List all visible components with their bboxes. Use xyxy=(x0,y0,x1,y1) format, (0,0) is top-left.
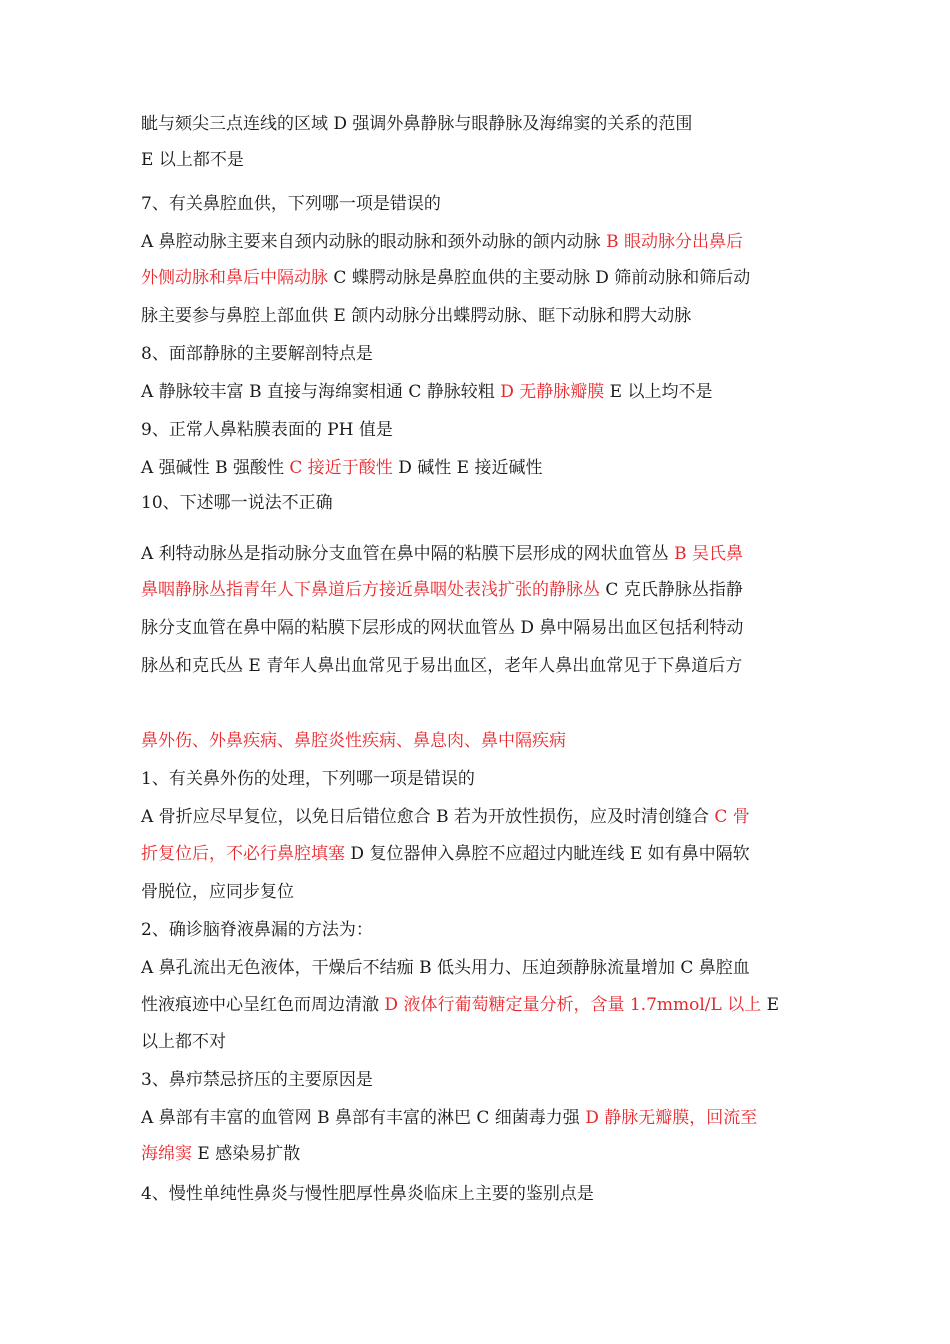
text-line xyxy=(141,1106,831,1130)
text-segment: 1、有关鼻外伤的处理，下列哪一项是错误的 xyxy=(141,769,475,789)
text-segment: E 以上都不是 xyxy=(141,150,244,170)
text-line xyxy=(141,342,831,366)
answer-highlight: D 无静脉瓣膜 xyxy=(500,382,605,402)
text-segment: 3、鼻疖禁忌挤压的主要原因是 xyxy=(141,1070,373,1090)
text-line xyxy=(141,654,831,678)
text-line xyxy=(141,418,831,442)
text-segment: C 克氏静脉丛指静 xyxy=(600,580,743,600)
text-segment: 10、下述哪一说法不正确 xyxy=(141,493,333,513)
text-line xyxy=(141,578,831,602)
text-line xyxy=(141,767,831,791)
text-line xyxy=(141,956,831,980)
answer-highlight: 折复位后，不必行鼻腔填塞 xyxy=(141,844,345,864)
text-segment: D 复位器伸入鼻腔不应超过内眦连线 E 如有鼻中隔软 xyxy=(345,844,750,864)
text-line xyxy=(141,192,831,216)
text-line xyxy=(141,456,831,480)
answer-highlight: 外侧动脉和鼻后中隔动脉 xyxy=(141,268,328,288)
text-line xyxy=(141,993,831,1017)
text-segment: C 蝶腭动脉是鼻腔血供的主要动脉 D 筛前动脉和筛后动 xyxy=(328,268,751,288)
text-segment: 脉主要参与鼻腔上部血供 E 颌内动脉分出蝶腭动脉、眶下动脉和腭大动脉 xyxy=(141,306,692,326)
text-line xyxy=(141,616,831,640)
text-line xyxy=(141,542,831,566)
text-segment: D 碱性 E 接近碱性 xyxy=(392,458,543,478)
text-segment: 7、有关鼻腔血供，下列哪一项是错误的 xyxy=(141,194,441,214)
text-segment: A 骨折应尽早复位，以免日后错位愈合 B 若为开放性损伤，应及时清创缝合 xyxy=(141,807,715,827)
answer-highlight: B 眼动脉分出鼻后 xyxy=(606,232,743,252)
text-line xyxy=(141,918,831,942)
answer-highlight: 海绵窦 xyxy=(141,1144,192,1164)
text-segment: 8、面部静脉的主要解剖特点是 xyxy=(141,344,373,364)
text-line xyxy=(141,380,831,404)
text-line xyxy=(141,266,831,290)
text-segment: 性液痕迹中心呈红色而周边清澈 xyxy=(141,995,385,1015)
text-segment: A 静脉较丰富 B 直接与海绵窦相通 C 静脉较粗 xyxy=(141,382,501,402)
text-segment: 2、确诊脑脊液鼻漏的方法为： xyxy=(141,920,373,940)
text-line xyxy=(141,230,831,254)
text-line xyxy=(141,1142,831,1166)
text-line xyxy=(141,1182,831,1206)
text-segment: A 鼻腔动脉主要来自颈内动脉的眼动脉和颈外动脉的颌内动脉 xyxy=(141,232,607,252)
text-segment: A 利特动脉丛是指动脉分支血管在鼻中隔的粘膜下层形成的网状血管丛 xyxy=(141,544,675,564)
answer-highlight: B 吴氏鼻 xyxy=(674,544,743,564)
text-segment: A 鼻部有丰富的血管网 B 鼻部有丰富的淋巴 C 细菌毒力强 xyxy=(141,1108,586,1128)
text-line xyxy=(141,304,831,328)
text-line xyxy=(141,842,831,866)
text-segment: 脉分支血管在鼻中隔的粘膜下层形成的网状血管丛 D 鼻中隔易出血区包括利特动 xyxy=(141,618,744,638)
text-segment: 以上都不对 xyxy=(141,1032,226,1052)
text-line xyxy=(141,1068,831,1092)
text-line xyxy=(141,112,831,136)
text-line xyxy=(141,148,831,172)
text-line xyxy=(141,1030,831,1054)
text-segment: 骨脱位，应同步复位 xyxy=(141,882,294,902)
answer-highlight: 鼻外伤、外鼻疾病、鼻腔炎性疾病、鼻息肉、鼻中隔疾病 xyxy=(141,731,566,751)
text-line xyxy=(141,491,831,515)
text-segment: 眦与颏尖三点连线的区域 D 强调外鼻静脉与眼静脉及海绵窦的关系的范围 xyxy=(141,114,693,134)
text-segment: E 感染易扩散 xyxy=(192,1144,301,1164)
text-line xyxy=(141,729,831,753)
text-segment: A 强碱性 B 强酸性 xyxy=(141,458,290,478)
answer-highlight: C 骨 xyxy=(714,807,750,827)
text-segment: 脉丛和克氏丛 E 青年人鼻出血常见于易出血区，老年人鼻出血常见于下鼻道后方 xyxy=(141,656,743,676)
text-segment: 9、正常人鼻粘膜表面的 PH 值是 xyxy=(141,420,393,440)
answer-highlight: C 接近于酸性 xyxy=(289,458,393,478)
text-line xyxy=(141,805,831,829)
text-segment: E xyxy=(761,995,780,1015)
answer-highlight: 鼻咽静脉丛指青年人下鼻道后方接近鼻咽处表浅扩张的静脉丛 xyxy=(141,580,600,600)
text-segment: E 以上均不是 xyxy=(604,382,713,402)
text-segment: 4、慢性单纯性鼻炎与慢性肥厚性鼻炎临床上主要的鉴别点是 xyxy=(141,1184,594,1204)
answer-highlight: D 液体行葡萄糖定量分析，含量 1.7mmol/L 以上 xyxy=(384,995,762,1015)
text-line xyxy=(141,880,831,904)
answer-highlight: D 静脉无瓣膜，回流至 xyxy=(585,1108,758,1128)
text-segment: A 鼻孔流出无色液体，干燥后不结痂 B 低头用力、压迫颈静脉流量增加 C 鼻腔血 xyxy=(141,958,750,978)
